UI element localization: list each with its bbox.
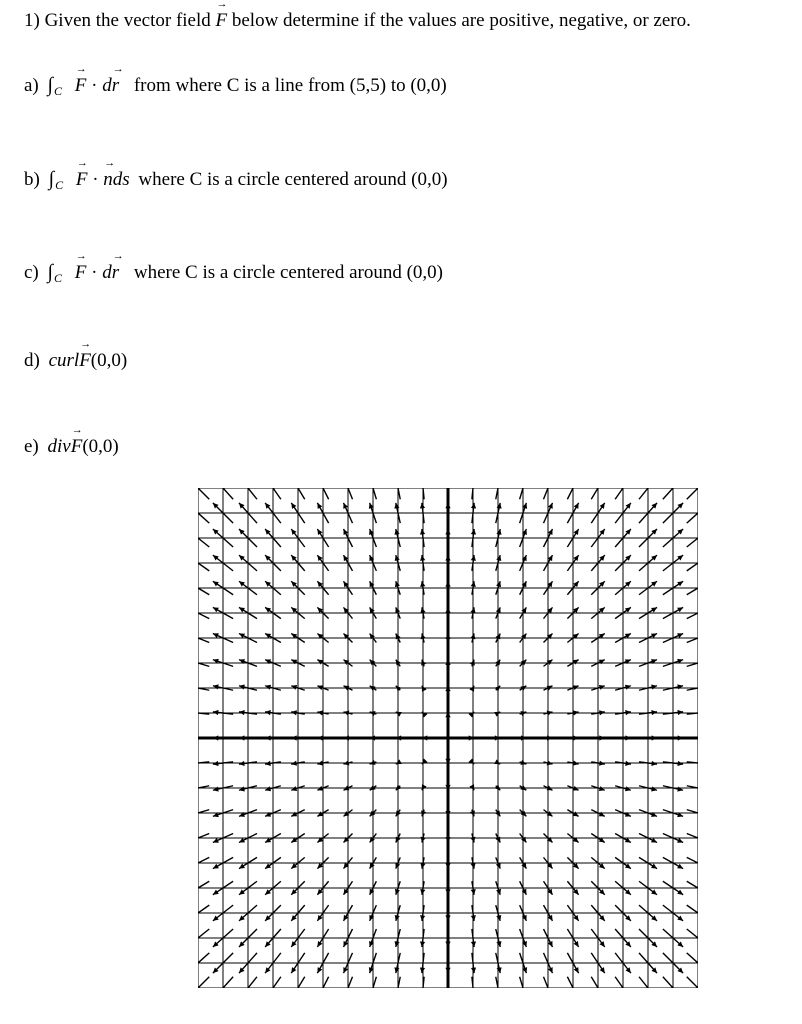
field-arrow — [198, 710, 209, 715]
field-arrow — [496, 977, 502, 988]
field-arrow — [198, 786, 209, 792]
part-b-text: where C is a circle centered around (0,0) — [138, 169, 448, 190]
part-a: a) $\int_C \to F \cdot d\to r$ from where C is a line from (5,5) to (0,0) — [24, 74, 447, 99]
field-arrow — [396, 785, 402, 791]
field-arrow — [198, 977, 209, 988]
field-arrow — [687, 488, 698, 499]
field-arrow — [344, 735, 353, 740]
field-arrow — [687, 786, 698, 792]
field-arrow — [198, 488, 209, 499]
curve-subscript: C — [54, 84, 63, 98]
field-arrow — [198, 761, 209, 766]
field-arrow — [494, 712, 500, 717]
integral-sign: ∫ — [47, 74, 53, 96]
field-arrow — [544, 735, 553, 740]
integral-sign: ∫ — [48, 168, 55, 190]
curl-operator: curl — [48, 350, 80, 371]
field-arrow — [496, 488, 502, 499]
field-arrow — [495, 686, 501, 692]
field-arrow — [469, 686, 474, 692]
field-arrow — [687, 735, 698, 740]
integral-sign: ∫ — [47, 261, 53, 283]
field-arrow — [420, 977, 425, 988]
curve-subscript: C — [55, 178, 64, 192]
vector-F: → F — [76, 169, 88, 191]
point-arg: (0,0) — [90, 350, 128, 371]
field-arrow — [494, 759, 500, 764]
vector-field-plot — [198, 488, 698, 988]
field-arrow — [394, 977, 400, 988]
part-e — [24, 436, 119, 458]
field-arrow — [495, 785, 501, 791]
field-arrow — [471, 977, 476, 988]
field-arrow — [687, 977, 698, 988]
part-a-text: from where C is a line from (5,5) to (0,0) — [133, 75, 447, 96]
part-d-label: d) — [24, 350, 40, 371]
curve-subscript: C — [54, 271, 63, 285]
field-arrow — [198, 684, 209, 690]
field-arrow — [445, 634, 450, 643]
vector-n: → n — [103, 169, 113, 191]
question-prompt: 1) Given the vector field → F below determine if the values are positive, negative, or zero. — [24, 10, 691, 32]
field-arrow — [445, 488, 450, 499]
field-arrow — [420, 488, 425, 499]
field-arrow — [396, 712, 402, 717]
field-arrow — [198, 735, 209, 740]
field-arrow — [469, 784, 474, 790]
part-c: c) $\int_C \to F \cdot d\to r$ where C is a circle centered around (0,0) — [24, 261, 443, 286]
vector-r: → r — [112, 262, 119, 284]
part-a-label: a) — [24, 75, 39, 96]
part-d — [24, 350, 127, 372]
part-b: b) $\int_C \to F$ · → nds where C is a circle centered around (0,0) — [24, 168, 448, 193]
field-arrow — [422, 784, 427, 790]
part-c-label: c) — [24, 262, 39, 283]
vector-F: → F — [79, 350, 91, 372]
field-arrow — [394, 488, 400, 499]
field-arrow — [396, 686, 402, 692]
field-arrow — [687, 761, 698, 766]
field-arrow — [445, 834, 450, 843]
vector-F: → F — [75, 262, 87, 284]
vector-F: → F — [71, 436, 83, 458]
vector-F: → F — [75, 75, 87, 97]
field-arrow — [471, 488, 476, 499]
field-arrow — [687, 710, 698, 715]
point-arg: (0,0) — [82, 436, 119, 457]
part-e-label: e) — [24, 436, 39, 457]
part-c-text: where C is a circle centered around (0,0) — [133, 262, 443, 283]
part-b-label: b) — [24, 169, 40, 190]
field-arrow — [396, 759, 402, 764]
vector-r: → r — [112, 75, 119, 97]
field-arrow — [445, 977, 450, 988]
div-operator: div — [47, 436, 71, 457]
field-arrow — [422, 686, 427, 692]
vector-F: → F — [216, 10, 228, 32]
field-arrow — [687, 684, 698, 690]
